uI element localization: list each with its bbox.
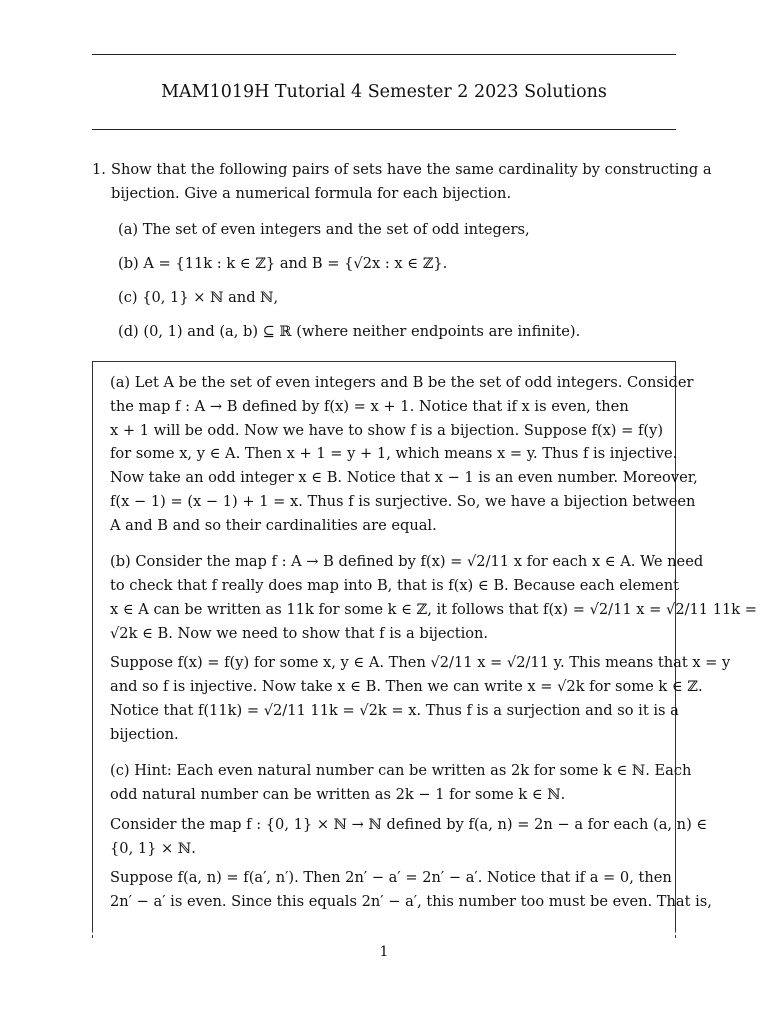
solution-c-line: odd natural number can be written as 2k − 1 for some k ∈ ℕ.: [110, 786, 566, 803]
problem-item: [118, 223, 530, 238]
solution-a-line: f(x − 1) = (x − 1) + 1 = x. Thus f is surjective. So, we have a bijection between: [110, 493, 696, 510]
box-continuation-right: [675, 924, 676, 938]
problem-intro-line: bijection. Give a numerical formula for each bijection.: [111, 185, 512, 202]
page-title: MAM1019H Tutorial 4 Semester 2 2023 Solutions: [161, 82, 607, 102]
item-text: {0, 1} × ℕ and ℕ,: [142, 289, 279, 306]
solution-b-line: x ∈ A can be written as 11k for some k ∈ ℤ, it follows that f(x) = √2/11 x = √2/11 11k =: [110, 601, 758, 618]
solution-a-line: (a) Let A be the set of even integers and B be the set of odd integers. Consider: [110, 374, 694, 391]
problem-item: [118, 325, 580, 340]
title-underline: [92, 129, 676, 130]
item-text: (0, 1) and (a, b) ⊆ ℝ (where neither endpoints are infinite).: [143, 323, 581, 340]
solution-c3-line: Suppose f(a, n) = f(a′, n′). Then 2n′ − a′ = 2n′ − a′. Notice that if a = 0, then: [110, 869, 672, 886]
solution-b-line: (b) Consider the map f : A → B defined by f(x) = √2/11 x for each x ∈ A. We need: [110, 553, 704, 570]
problem-number: 1.: [92, 161, 106, 178]
box-continuation-left: [92, 924, 93, 938]
solution-b2-line: bijection.: [110, 726, 179, 743]
solution-c2-line: Consider the map f : {0, 1} × ℕ → ℕ defined by f(a, n) = 2n − a for each (a, n) ∈: [110, 816, 708, 833]
solution-b-line: to check that f really does map into B, that is f(x) ∈ B. Because each element: [110, 577, 679, 594]
solution-a-line: A and B and so their cardinalities are equal.: [110, 517, 437, 534]
solution-b2-line: Suppose f(x) = f(y) for some x, y ∈ A. Then √2/11 x = √2/11 y. This means that x = y: [110, 654, 731, 671]
item-text: A = {11k : k ∈ ℤ} and B = {√2x : x ∈ ℤ}.: [143, 255, 448, 272]
top-rule: [92, 54, 676, 55]
solution-c2-line: {0, 1} × ℕ.: [110, 840, 196, 857]
problem-item: [118, 291, 278, 306]
solution-a-line: the map f : A → B defined by f(x) = x + 1. Notice that if x is even, then: [110, 398, 629, 415]
solution-b-line: √2k ∈ B. Now we need to show that f is a bijection.: [110, 625, 489, 642]
solution-c-line: (c) Hint: Each even natural number can be written as 2k for some k ∈ ℕ. Each: [110, 762, 692, 779]
item-label: (b): [118, 255, 139, 272]
item-label: (a): [118, 221, 139, 238]
solution-b2-line: and so f is injective. Now take x ∈ B. Then we can write x = √2k for some k ∈ ℤ.: [110, 678, 703, 695]
page-number: 1: [379, 944, 389, 960]
solution-c3-line: 2n′ − a′ is even. Since this equals 2n′ − a′, this number too must be even. That is,: [110, 893, 712, 910]
solution-a-line: for some x, y ∈ A. Then x + 1 = y + 1, which means x = y. Thus f is injective.: [110, 445, 678, 462]
solution-a-line: Now take an odd integer x ∈ B. Notice that x − 1 is an even number. Moreover,: [110, 469, 698, 486]
problem-item: [118, 257, 447, 272]
item-label: (c): [118, 289, 138, 306]
item-text: The set of even integers and the set of odd integers,: [142, 221, 530, 238]
solution-b2-line: Notice that f(11k) = √2/11 11k = √2k = x. Thus f is a surjection and so it is a: [110, 702, 679, 719]
item-label: (d): [118, 323, 139, 340]
problem-intro-line: Show that the following pairs of sets have the same cardinality by constructing a: [111, 161, 712, 178]
solution-a-line: x + 1 will be odd. Now we have to show f is a bijection. Suppose f(x) = f(y): [110, 422, 664, 439]
